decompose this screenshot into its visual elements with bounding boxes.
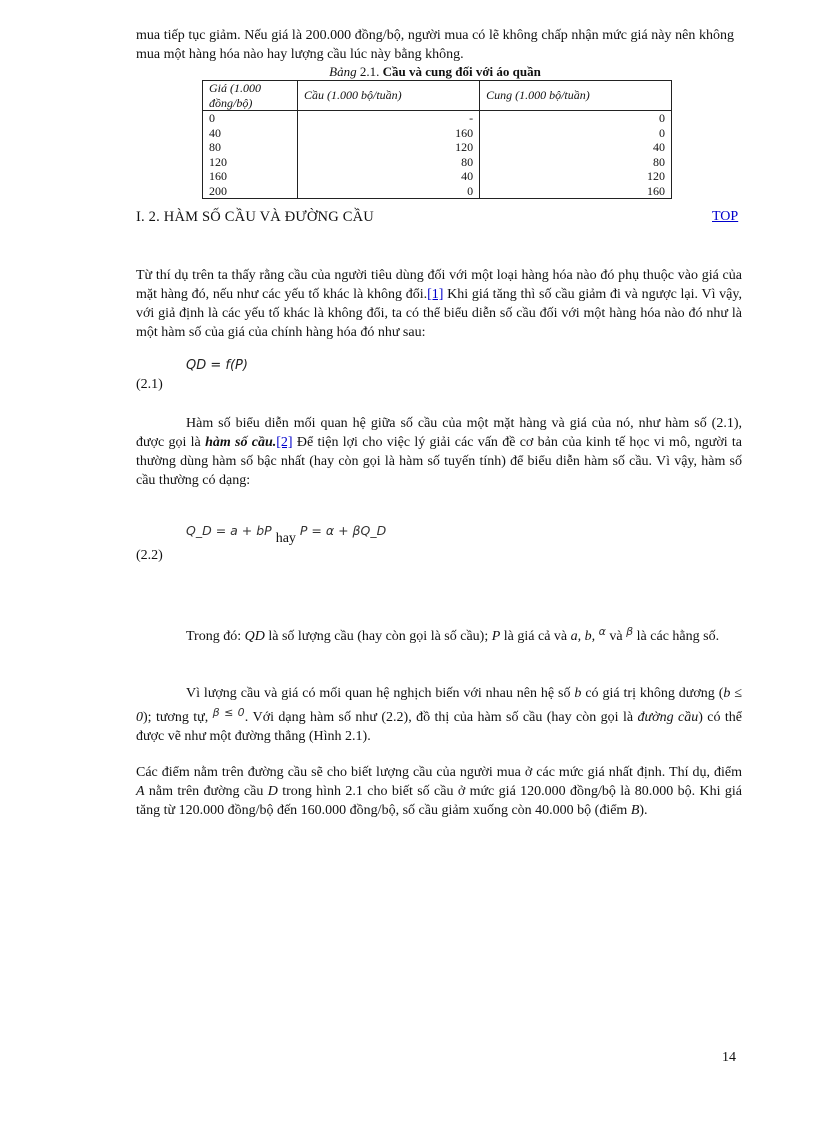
equation-number-2-1: (2.1) [136, 377, 163, 392]
para3-text-d: và [605, 629, 627, 644]
caption-title: Cầu và cung đối với áo quần [382, 64, 541, 79]
formula-linear-demand [186, 523, 387, 546]
table-row [203, 111, 672, 126]
para5-text-c: trong hình 2.1 cho biết số cầu ở mức giá 120.000 đồng/bộ là 80.000 bộ. Khi giá tăng từ 120.000 đồng/bộ đến 160.000 đồng/bộ, số cầu giảm xuống còn 40.000 bộ (điểm [136, 784, 742, 818]
var-b: b [574, 686, 582, 701]
cell-supply: 0 [480, 126, 672, 141]
cell-price: 80 [203, 140, 298, 155]
table-header-row [203, 81, 672, 111]
formula-qd-fp: QD = f(P) [186, 358, 248, 373]
paragraph-inverse-relation [136, 684, 742, 746]
para4-text-e: ) có thể được vẽ như một đường thẳng (Hình 2.1). [136, 710, 742, 744]
caption-prefix: Bảng [329, 64, 357, 79]
var-beta: β [626, 625, 634, 638]
header-price: Giá (1.000 đồng/bộ) [203, 81, 298, 111]
para4-text-d: . Với dạng hàm số như (2.2), đồ thị của hàm số cầu (hay còn gọi là [244, 710, 638, 725]
table-row [203, 184, 672, 199]
intro-paragraph [136, 26, 734, 64]
para1-text-a: Từ thí dụ trên ta thấy rằng cầu của người tiêu dùng đối với một loại hàng hóa nào đó phụ thuộc vào giá của mặt hàng đó, nếu như các yếu tố khác là không đổi. [136, 268, 742, 302]
cell-supply: 80 [480, 155, 672, 170]
var-p: P [491, 629, 501, 644]
cell-price: 120 [203, 155, 298, 170]
paragraph-demand-function [136, 414, 742, 490]
equation-number-2-2: (2.2) [136, 548, 163, 563]
point-b: B [630, 803, 640, 818]
formula-hay: hay [275, 531, 296, 546]
curve-d: D [267, 784, 278, 799]
var-alpha: α [598, 625, 606, 638]
footnote-ref-2[interactable]: [2] [276, 435, 293, 450]
var-qd: QD [244, 629, 265, 644]
intro-text: mua tiếp tục giảm. Nếu giá là 200.000 đồng/bộ, người mua có lẽ không chấp nhận mức giá này nên không mua một hàng hóa nào hay lượng cầu lúc này bằng không. [136, 28, 734, 62]
cell-supply: 0 [480, 111, 672, 126]
page-number: 14 [722, 1050, 736, 1065]
formula-left: Q_D = a + bP [186, 523, 272, 538]
para2-text-a: Hàm số biểu diễn mối quan hệ giữa số cầu của một mặt hàng và giá của nó, như hàm số (2.1), được gọi là [136, 416, 742, 450]
cell-demand: 0 [298, 184, 480, 199]
cell-supply: 120 [480, 169, 672, 184]
para4-text-a: Vì lượng cầu và giá có mối quan hệ nghịch biến với nhau nên hệ số [186, 686, 575, 701]
para5-text-a: Các điểm nằm trên đường cầu sẽ cho biết lượng cầu của người mua ở các mức giá nhất định. Thí dụ, điểm [136, 765, 742, 780]
para3-text-b: là số lượng cầu (hay còn gọi là số cầu); [264, 629, 492, 644]
table-caption [136, 64, 734, 80]
para4-text-b: có giá trị không dương ( [581, 686, 724, 701]
footnote-ref-1[interactable]: [1] [427, 287, 444, 302]
supply-demand-table [202, 80, 672, 199]
cell-demand: 120 [298, 140, 480, 155]
cell-demand: - [298, 111, 480, 126]
term-demand-function: hàm số cầu. [205, 435, 277, 450]
para5-text-b: nằm trên đường cầu [144, 784, 268, 799]
paragraph-where [136, 622, 742, 646]
cell-demand: 80 [298, 155, 480, 170]
cell-price: 0 [203, 111, 298, 126]
paragraph-demand-intro [136, 266, 742, 342]
cell-price: 200 [203, 184, 298, 199]
cond-beta: β ≤ 0 [212, 706, 245, 719]
table-row [203, 140, 672, 155]
header-supply: Cung (1.000 bộ/tuần) [480, 81, 672, 111]
cell-price: 40 [203, 126, 298, 141]
table-row [203, 126, 672, 141]
section-heading: I. 2. HÀM SỐ CẦU VÀ ĐƯỜNG CẦU [136, 209, 374, 225]
header-demand: Cầu (1.000 bộ/tuần) [298, 81, 480, 111]
cell-demand: 40 [298, 169, 480, 184]
para3-text-c: là giá cả và [500, 629, 571, 644]
para4-text-c: ); tương tự, [143, 710, 213, 725]
cell-price: 160 [203, 169, 298, 184]
var-ab: a, b, [570, 629, 596, 644]
term-demand-curve: đường cầu [637, 710, 699, 725]
table-row [203, 169, 672, 184]
cond-b: b ≤ 0 [136, 686, 742, 725]
para1-text-b: Khi giá tăng thì số cầu giảm đi và ngược lại. Vì vậy, với giả định là các yếu tố khác là không đổi, ta có thể biểu diễn số cầu đối với một hàng hóa nào đó như là một hàm số của giá của chính hàng hóa đó như sau: [136, 287, 742, 340]
top-link[interactable]: TOP [712, 209, 739, 224]
para3-text-a: Trong đó: [186, 629, 245, 644]
cell-supply: 40 [480, 140, 672, 155]
cell-demand: 160 [298, 126, 480, 141]
para3-text-e: là các hằng số. [633, 629, 720, 644]
para5-text-d: ). [639, 803, 648, 818]
para2-text-b: Để tiện lợi cho việc lý giải các vấn đề cơ bản của kinh tế học vi mô, người ta thường dùng hàm số bậc nhất (hay còn gọi là hàm số tuyến tính) để biểu diễn hàm số cầu. Vì vậy, hàm số cầu thường có dạng: [136, 435, 743, 488]
table-row [203, 155, 672, 170]
formula-right: P = α + βQ_D [299, 523, 387, 538]
cell-supply: 160 [480, 184, 672, 199]
point-a: A [136, 784, 145, 799]
paragraph-curve-points [136, 763, 742, 820]
caption-number: 2.1. [356, 64, 383, 79]
